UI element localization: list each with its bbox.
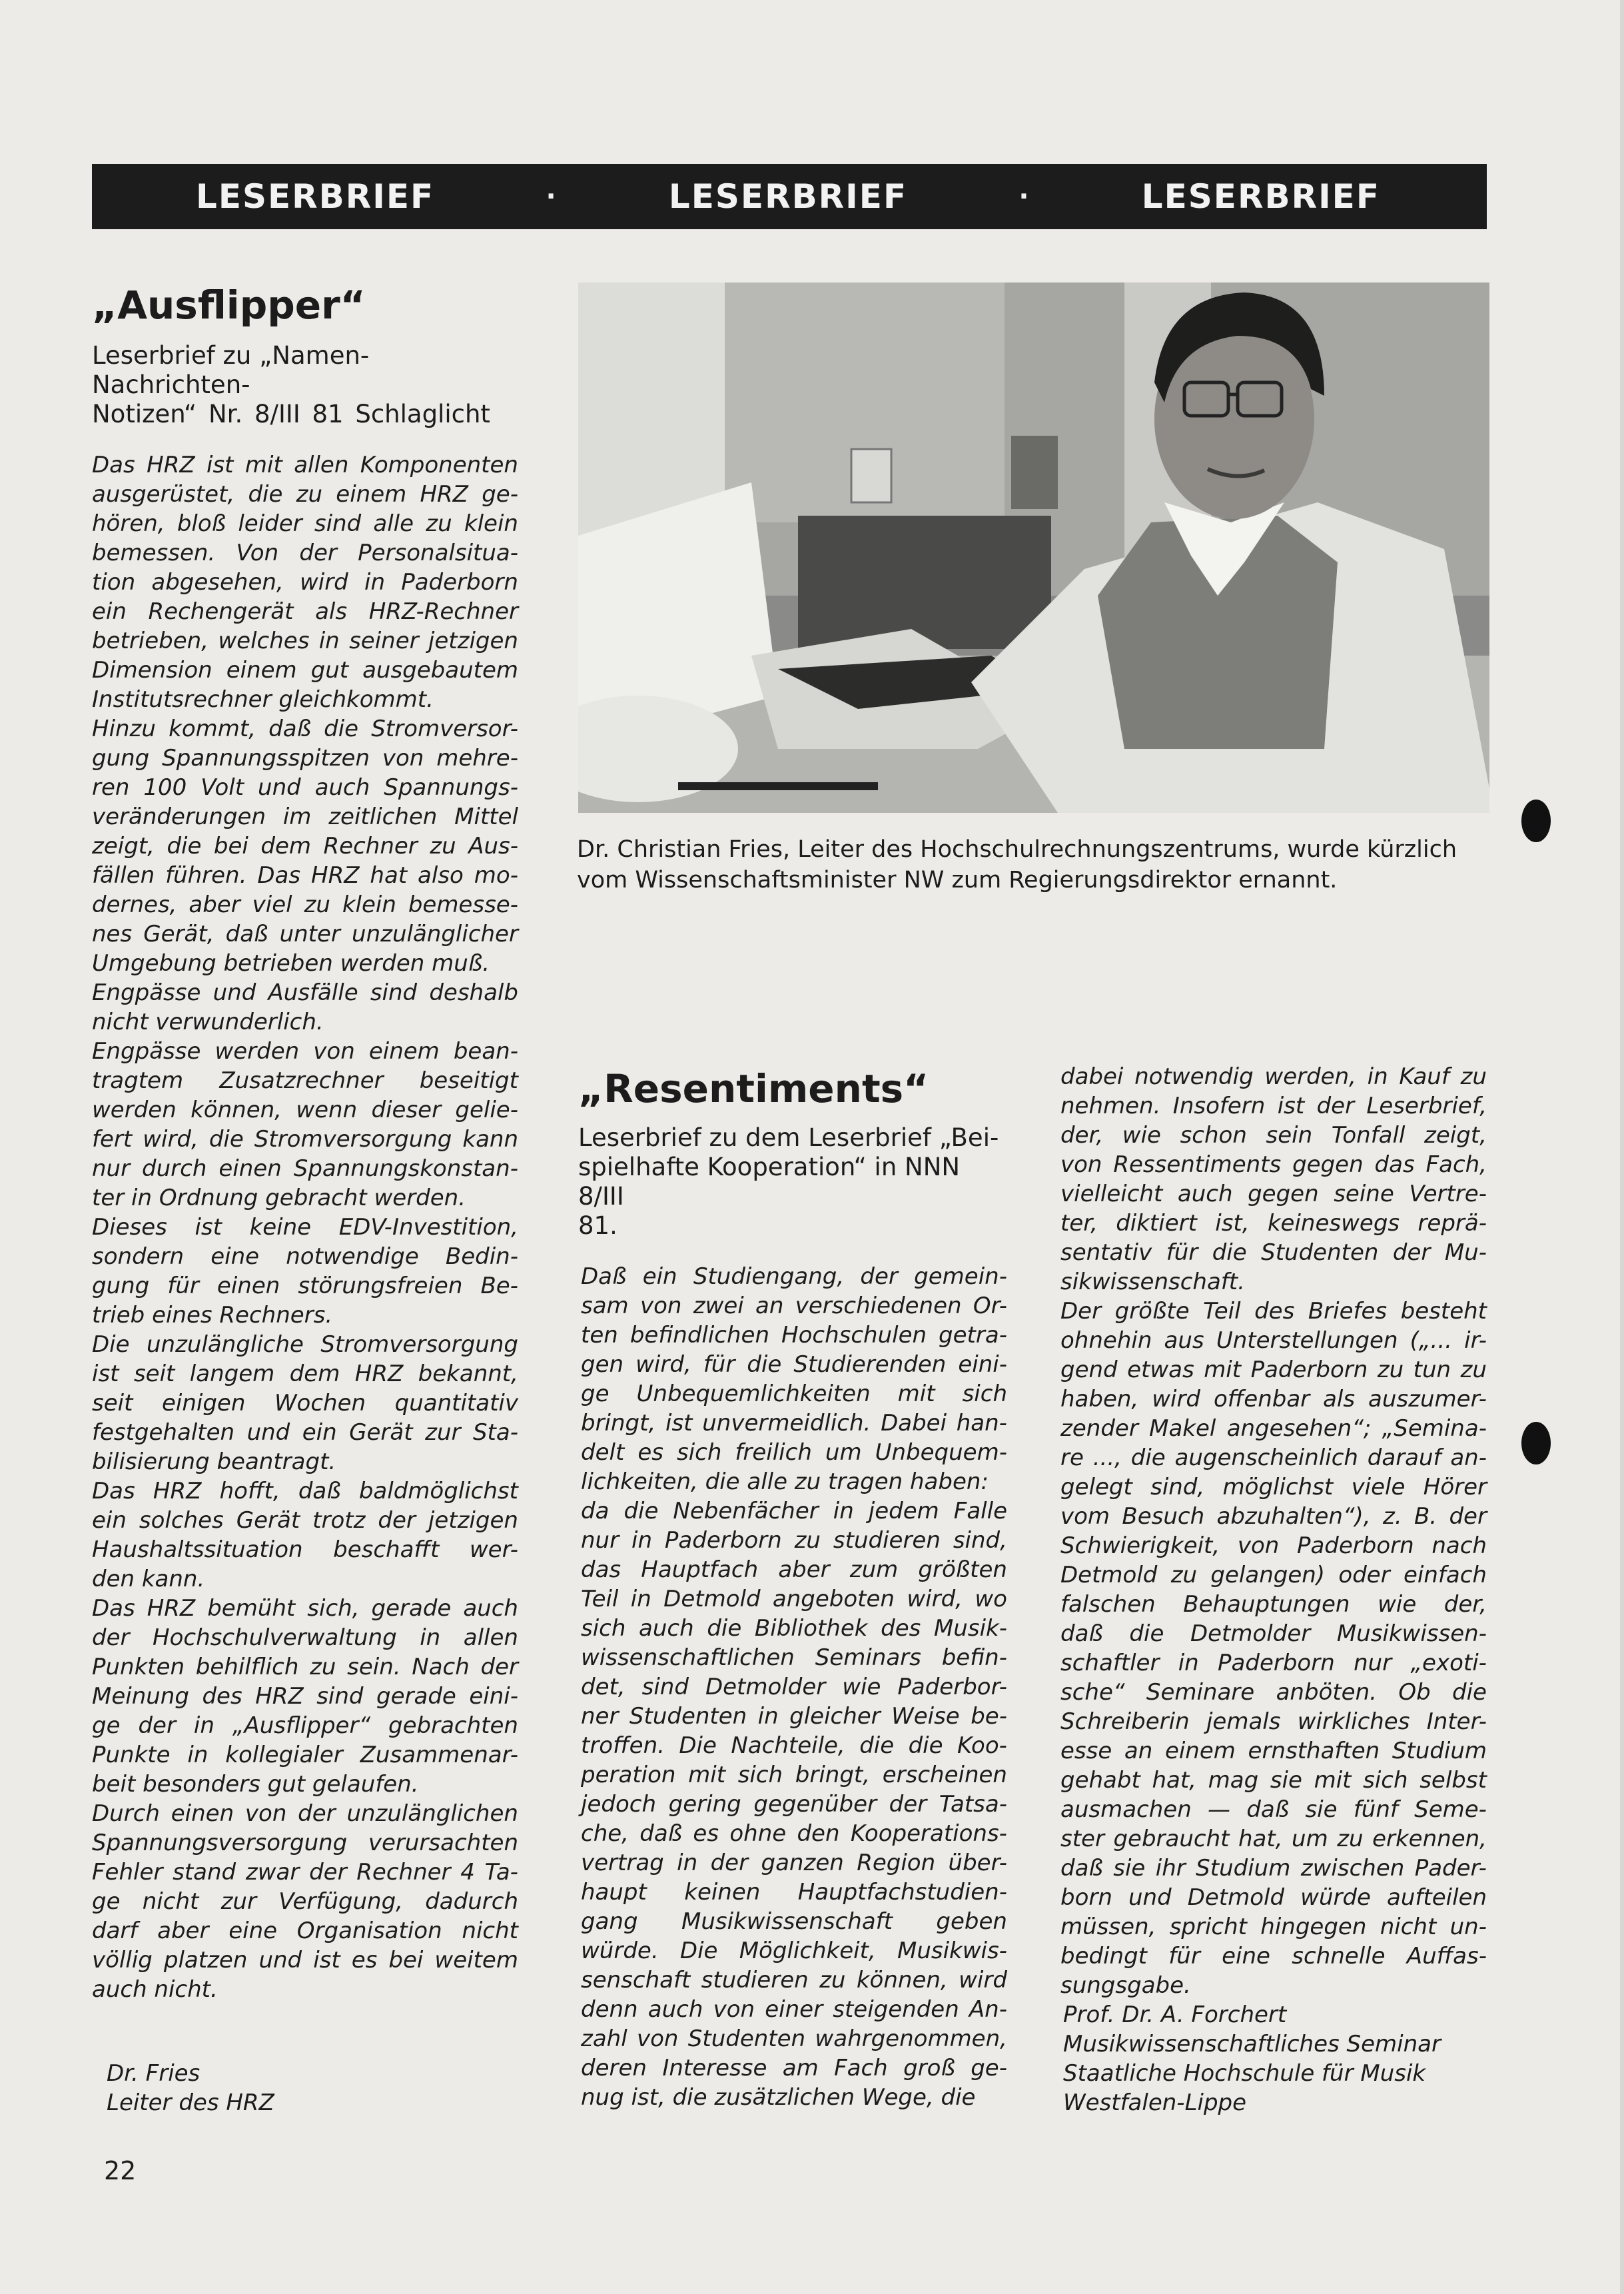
text-line: ge Unbequemlichkeiten mit sich <box>581 1381 1007 1407</box>
text-line: ausmachen — daß sie fünf Seme- <box>1060 1796 1487 1823</box>
text-line: haben, wird offenbar als auszumer- <box>1060 1386 1487 1413</box>
text-line: fert wird, die Stromversorgung kann <box>92 1126 518 1153</box>
text-line: Umgebung betrieben werden muß. <box>92 950 490 977</box>
text-line: fällen führen. Das HRZ hat also mo- <box>92 862 518 889</box>
text-line: gang Musikwissenschaft geben <box>581 1908 1007 1935</box>
text-line: Engpässe und Ausfälle sind deshalb <box>92 979 518 1006</box>
banner-separator-2: · <box>1018 181 1030 212</box>
text-line: völlig platzen und ist es bei weitem <box>92 1947 518 1974</box>
text-line: bedingt für eine schnelle Auffas- <box>1060 1943 1487 1970</box>
text-line: festgehalten und ein Gerät zur Sta- <box>92 1419 518 1446</box>
text-line: deren Interesse am Fach groß ge- <box>581 2055 1007 2081</box>
text-line: sungsgabe. <box>1060 1972 1191 1999</box>
text-line: gehabt hat, mag sie mit sich selbst <box>1060 1767 1487 1794</box>
text-line: denn auch von einer steigenden An- <box>581 1996 1007 2023</box>
text-line: bemessen. Von der Personalsitua- <box>92 540 518 566</box>
text-line: dernes, aber viel zu klein bemesse- <box>92 891 518 918</box>
text-line: gelegt sind, möglichst viele Hörer <box>1060 1474 1487 1500</box>
text-line: vom Besuch abzuhalten“), z. B. der <box>1060 1503 1487 1530</box>
text-line: Institutsrechner gleichkommt. <box>92 686 434 713</box>
text-line: jedoch gering gegenüber der Tatsa- <box>581 1791 1007 1818</box>
text-line: ist seit langem dem HRZ bekannt, <box>92 1361 518 1387</box>
text-line: Engpässe werden von einem bean- <box>92 1038 518 1065</box>
banner-label-3: LESERBRIEF <box>1141 177 1380 216</box>
text-line: der, wie schon sein Tonfall zeigt, <box>1060 1122 1487 1149</box>
text-line: veränderungen im zeitlichen Mittel <box>92 804 518 830</box>
punch-hole <box>1521 1422 1551 1464</box>
text-line: ohnehin aus Unterstellungen („... ir- <box>1060 1327 1487 1354</box>
text-line: Fehler stand zwar der Rechner 4 Ta- <box>92 1859 518 1886</box>
punch-hole <box>1521 800 1551 842</box>
banner-label-1: LESERBRIEF <box>196 177 435 216</box>
letter1-body <box>92 450 518 2004</box>
text-line: senschaft studieren zu können, wird <box>581 1967 1007 1994</box>
text-line: Staatliche Hochschule für Musik <box>1063 2060 1426 2087</box>
letter1-subtitle <box>92 341 518 429</box>
text-line: Spannungsversorgung verursachten <box>92 1830 518 1856</box>
text-line: Daß ein Studiengang, der gemein- <box>581 1263 1007 1290</box>
text-line: beit besonders gut gelaufen. <box>92 1771 419 1798</box>
text-line: Punkten behilflich zu sein. Nach der <box>92 1654 518 1680</box>
text-line: haupt keinen Hauptfachstudien- <box>581 1879 1007 1906</box>
text-line: Durch einen von der unzulänglichen <box>92 1800 518 1827</box>
text-line: müssen, spricht hingegen nicht un- <box>1060 1914 1487 1940</box>
text-line: Hinzu kommt, daß die Stromversor- <box>92 716 518 742</box>
banner-label-2: LESERBRIEF <box>668 177 908 216</box>
text-line: delt es sich freilich um Unbequem- <box>581 1439 1007 1466</box>
portrait-photo <box>578 283 1489 813</box>
text-line: trieb eines Rechners. <box>92 1302 333 1329</box>
text-line: sentativ für die Studenten der Mu- <box>1060 1239 1487 1266</box>
text-line: werden können, wenn dieser gelie- <box>92 1097 518 1123</box>
text-line: ter, diktiert ist, keineswegs reprä- <box>1060 1210 1487 1237</box>
text-line: Teil in Detmold angeboten wird, wo <box>581 1586 1007 1612</box>
text-line: Dr. Christian Fries, Leiter des Hochschulrechnungszentrums, wurde kürzlich <box>577 836 1457 863</box>
text-line: da die Nebenfächer in jedem Falle <box>581 1498 1007 1524</box>
text-line: Musikwissenschaftliches Seminar <box>1063 2031 1441 2057</box>
text-line: peration mit sich bringt, erscheinen <box>581 1762 1007 1788</box>
letter2-column-1 <box>581 1262 1007 2112</box>
text-line: ge nicht zur Verfügung, dadurch <box>92 1888 518 1915</box>
text-line: ein solches Gerät trotz der jetzigen <box>92 1507 518 1534</box>
text-line: ge der in „Ausflipper“ gebrachten <box>92 1712 518 1739</box>
banner-separator-1: · <box>546 181 558 212</box>
text-line: daß die Detmolder Musikwissen- <box>1060 1620 1487 1647</box>
text-line: Westfalen-Lippe <box>1063 2089 1247 2116</box>
text-line: Leiter des HRZ <box>107 2089 274 2116</box>
text-line: Punkte in kollegialer Zusammenar- <box>92 1742 518 1768</box>
text-line: ster gebraucht hat, um zu erkennen, <box>1060 1826 1487 1852</box>
letter1-signature <box>107 2059 506 2117</box>
letter1-title: „Ausflipper“ <box>92 283 366 328</box>
text-line: auch nicht. <box>92 1976 218 2003</box>
text-line: ein Rechengerät als HRZ-Rechner <box>92 598 518 625</box>
text-line: ner Studenten in gleicher Weise be- <box>581 1703 1007 1730</box>
text-line: nehmen. Insofern ist der Leserbrief, <box>1060 1093 1487 1119</box>
text-line: tragtem Zusatzrechner beseitigt <box>92 1067 518 1094</box>
text-line: dabei notwendig werden, in Kauf zu <box>1060 1063 1487 1090</box>
text-line: Detmold zu gelangen) oder einfach <box>1060 1562 1487 1588</box>
text-line: Die unzulängliche Stromversorgung <box>92 1331 518 1358</box>
text-line: Das HRZ hofft, daß baldmöglichst <box>92 1478 518 1504</box>
text-line: nur in Paderborn zu studieren sind, <box>581 1527 1007 1554</box>
letter1-subtitle-line: Notizen“ Nr. 8/III 81 Schlaglicht <box>92 400 490 428</box>
text-line: betrieben, welches in seiner jetzigen <box>92 628 518 654</box>
letter2-subtitle <box>578 1123 1005 1241</box>
text-line: ter in Ordnung gebracht werden. <box>92 1185 466 1211</box>
text-line: vom Wissenschaftsminister NW zum Regierungsdirektor ernannt. <box>577 867 1338 893</box>
text-line: ren 100 Volt und auch Spannungs- <box>92 774 518 801</box>
text-line: wissenschaftlichen Seminars befin- <box>581 1644 1007 1671</box>
letter2-subtitle-line: Leserbrief zu dem Leserbrief „Bei- <box>578 1123 999 1152</box>
text-line: bilisierung beantragt. <box>92 1448 336 1475</box>
page-number: 22 <box>104 2156 137 2185</box>
leserbrief-banner <box>92 164 1487 229</box>
letter2-subtitle-line: spielhafte Kooperation“ in NNN 8/III <box>578 1153 961 1211</box>
text-line: vielleicht auch gegen seine Vertre- <box>1060 1181 1487 1207</box>
text-line: born und Detmold würde aufteilen <box>1060 1884 1487 1911</box>
text-line: Das HRZ bemüht sich, gerade auch <box>92 1595 518 1622</box>
text-line: den kann. <box>92 1566 205 1592</box>
text-line: Schwierigkeit, von Paderborn nach <box>1060 1532 1487 1559</box>
text-line: Der größte Teil des Briefes besteht <box>1060 1298 1487 1325</box>
letter2-title: „Resentiments“ <box>578 1066 929 1111</box>
text-line: Das HRZ ist mit allen Komponenten <box>92 452 518 478</box>
text-line: Dieses ist keine EDV-Investition, <box>92 1214 518 1241</box>
letter2-subtitle-line: 81. <box>578 1211 617 1240</box>
text-line: che, daß es ohne den Kooperations- <box>581 1820 1007 1847</box>
text-line: det, sind Detmolder wie Paderbor- <box>581 1674 1007 1700</box>
text-line: zahl von Studenten wahrgenommen, <box>581 2025 1007 2052</box>
text-line: gen wird, für die Studierenden eini- <box>581 1351 1007 1378</box>
text-line: nes Gerät, daß unter unzulänglicher <box>92 921 518 947</box>
text-line: das Hauptfach aber zum größten <box>581 1556 1007 1583</box>
text-line: würde. Die Möglichkeit, Musikwis- <box>581 1938 1007 1964</box>
text-line: Schreiberin jemals wirkliches Inter- <box>1060 1708 1487 1735</box>
text-line: darf aber eine Organisation nicht <box>92 1918 518 1944</box>
text-line: Prof. Dr. A. Forchert <box>1063 2002 1287 2028</box>
text-line: Meinung des HRZ sind gerade eini- <box>92 1683 518 1710</box>
text-line: nicht verwunderlich. <box>92 1009 324 1035</box>
text-line: sich auch die Bibliothek des Musik- <box>581 1615 1007 1642</box>
text-line: ausgerüstet, die zu einem HRZ ge- <box>92 481 518 508</box>
page-edge <box>1620 0 1624 2294</box>
text-line: Dr. Fries <box>107 2060 201 2087</box>
text-line: der Hochschulverwaltung in allen <box>92 1624 518 1651</box>
text-line: gend etwas mit Paderborn zu tun zu <box>1060 1357 1487 1383</box>
text-line: Dimension einem gut ausgebautem <box>92 657 518 684</box>
text-line: falschen Behauptungen wie der, <box>1060 1591 1487 1618</box>
text-line: gung für einen störungsfreien Be- <box>92 1273 518 1299</box>
text-line: sam von zwei an verschiedenen Or- <box>581 1293 1007 1319</box>
text-line: troffen. Die Nachteile, die die Koo- <box>581 1732 1007 1759</box>
letter1-subtitle-line: Leserbrief zu „Namen-Nachrichten- <box>92 341 370 399</box>
text-line: nug ist, die zusätzlichen Wege, die <box>581 2084 976 2111</box>
text-line: esse an einem ernsthaften Studium <box>1060 1738 1487 1764</box>
text-line: bringt, ist unvermeidlich. Dabei han- <box>581 1410 1007 1436</box>
text-line: zeigt, die bei dem Rechner zu Aus- <box>92 833 518 860</box>
text-line: Haushaltssituation beschafft wer- <box>92 1536 518 1563</box>
text-line: ten befindlichen Hochschulen getra- <box>581 1322 1007 1349</box>
text-line: daß sie ihr Studium zwischen Pader- <box>1060 1855 1487 1882</box>
text-line: von Ressentiments gegen das Fach, <box>1060 1151 1487 1178</box>
text-line: nur durch einen Spannungskonstan- <box>92 1155 518 1182</box>
text-line: seit einigen Wochen quantitativ <box>92 1390 518 1417</box>
text-line: re ..., die augenscheinlich darauf an- <box>1060 1444 1487 1471</box>
photo-caption <box>577 834 1491 895</box>
text-line: sondern eine notwendige Bedin- <box>92 1243 518 1270</box>
text-line: sikwissenschaft. <box>1060 1269 1245 1295</box>
text-line: gung Spannungsspitzen von mehre- <box>92 745 518 772</box>
text-line: sche“ Seminare anböten. Ob die <box>1060 1679 1487 1706</box>
text-line: schaftler in Paderborn nur „exoti- <box>1060 1650 1487 1676</box>
text-line: lichkeiten, die alle zu tragen haben: <box>581 1468 989 1495</box>
letter2-signature <box>1063 2000 1489 2117</box>
portrait-photo-drawing <box>578 283 1489 813</box>
letter2-column-2 <box>1060 1062 1487 2000</box>
text-line: hören, bloß leider sind alle zu klein <box>92 510 518 537</box>
text-line: vertrag in der ganzen Region über- <box>581 1850 1007 1876</box>
text-line: zender Makel angesehen“; „Semina- <box>1060 1415 1487 1442</box>
text-line: tion abgesehen, wird in Paderborn <box>92 569 518 596</box>
